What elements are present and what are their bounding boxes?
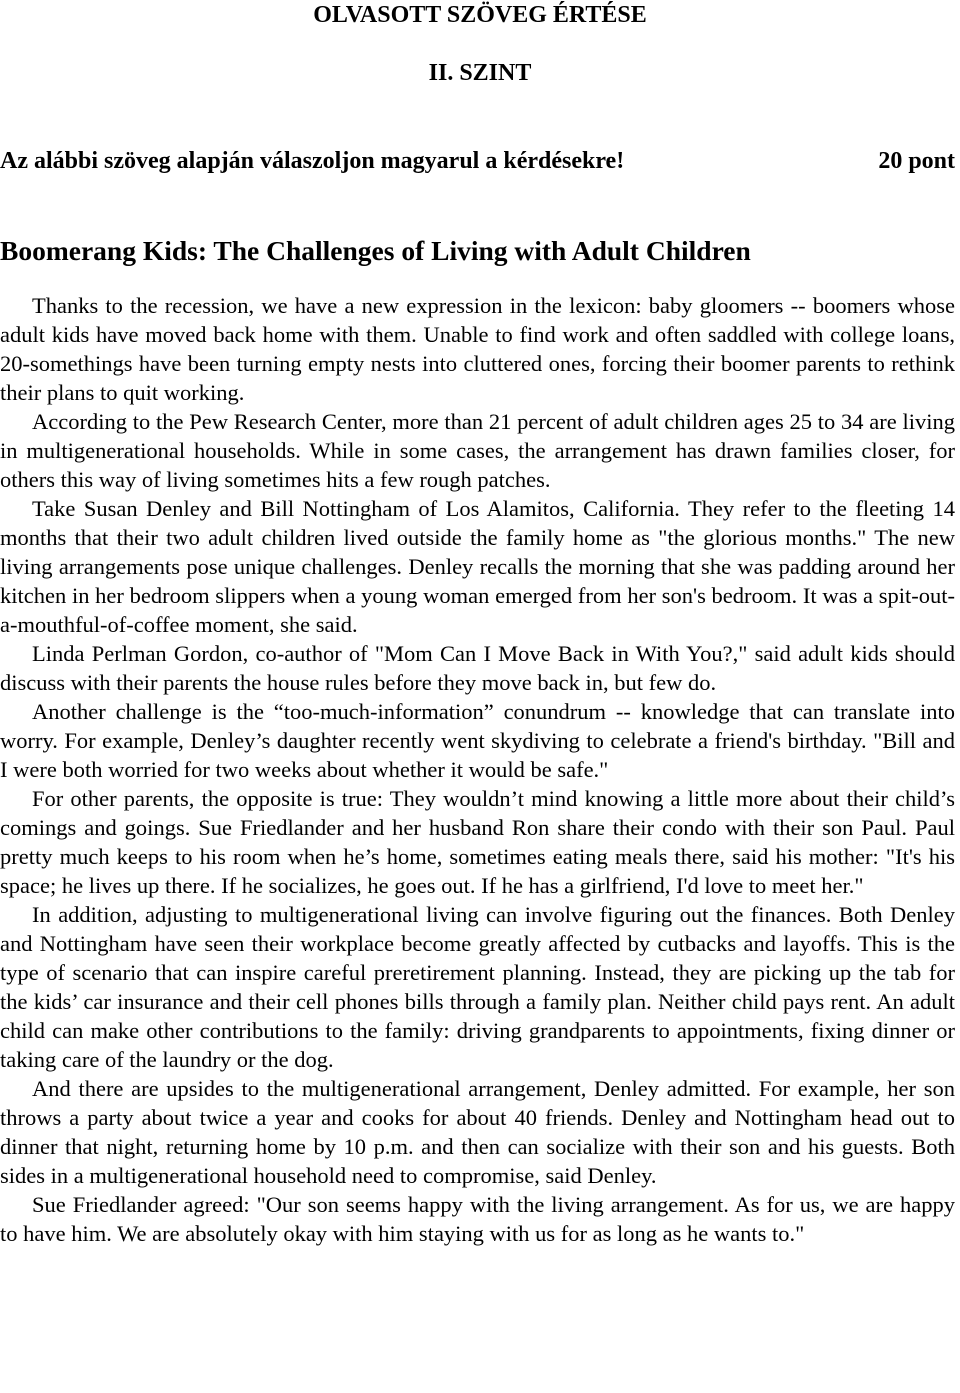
document-title: OLVASOTT SZÖVEG ÉRTÉSE	[313, 2, 647, 28]
paragraph: Thanks to the recession, we have a new expression in the lexicon: baby gloomers -- boomers whose adult kids have moved back home with them. Unable to find work and often saddled with college loans, 20-somethings have been turning empty nests into cluttered ones, forcing their boomer parents to rethink their plans to quit working.	[0, 293, 955, 405]
instruction-line	[0, 146, 955, 176]
points-label: 20 pont	[878, 148, 955, 174]
level-heading: II. SZINT	[428, 60, 532, 86]
article-title: Boomerang Kids: The Challenges of Living with Adult Children	[0, 235, 751, 266]
paragraph: Linda Perlman Gordon, co-author of "Mom Can I Move Back in With You?," said adult kids should discuss with their parents the house rules before they move back in, but few do.	[0, 641, 955, 695]
paragraph: According to the Pew Research Center, more than 21 percent of adult children ages 25 to 34 are living in multigenerational households. While in some cases, the arrangement has drawn families closer, for others this way of living sometimes hits a few rough patches.	[0, 409, 955, 492]
paragraph: Another challenge is the “too-much-information” conundrum -- knowledge that can translate into worry. For example, Denley’s daughter recently went skydiving to celebrate a friend's birthday. "Bill and I were both worried for two weeks about whether it would be safe."	[0, 699, 955, 782]
paragraph: Sue Friedlander agreed: "Our son seems happy with the living arrangement. As for us, we are happy to have him. We are absolutely okay with him staying with us for as long as he wants to."	[0, 1192, 955, 1246]
paragraph: And there are upsides to the multigenerational arrangement, Denley admitted. For example, her son throws a party about twice a year and cooks for about 40 friends. Denley and Nottingham head out to dinner that night, returning home by 10 p.m. and then can socialize with their son and his guests. Both sides in a multigenerational household need to compromise, said Denley.	[0, 1076, 955, 1188]
article-body	[0, 291, 955, 1248]
paragraph: For other parents, the opposite is true: They wouldn’t mind knowing a little more about their child’s comings and goings. Sue Friedlander and her husband Ron share their condo with their son Paul. Paul pretty much keeps to his room when he’s home, sometimes eating meals there, said his mother: "It's his space; he lives up there. If he socializes, he goes out. If he has a girlfriend, I'd love to meet her."	[0, 786, 955, 898]
paragraph: In addition, adjusting to multigenerational living can involve figuring out the finances. Both Denley and Nottingham have seen their workplace become greatly affected by cutbacks and layoffs. This is the type of scenario that can inspire careful preretirement planning. Instead, they are picking up the tab for the kids’ car insurance and their cell phones bills through a family plan. Neither child pays rent. An adult child can make other contributions to the family: driving grandparents to appointments, fixing dinner or taking care of the laundry or the dog.	[0, 902, 955, 1072]
paragraph: Take Susan Denley and Bill Nottingham of Los Alamitos, California. They refer to the fleeting 14 months that their two adult children lived outside the family home as "the glorious months." The new living arrangements pose unique challenges. Denley recalls the morning that she was padding around her kitchen in her bedroom slippers when a young woman emerged from her son's bedroom. It was a spit-out-a-mouthful-of-coffee moment, she said.	[0, 496, 955, 637]
instruction-text: Az alábbi szöveg alapján válaszoljon magyarul a kérdésekre!	[0, 148, 625, 174]
